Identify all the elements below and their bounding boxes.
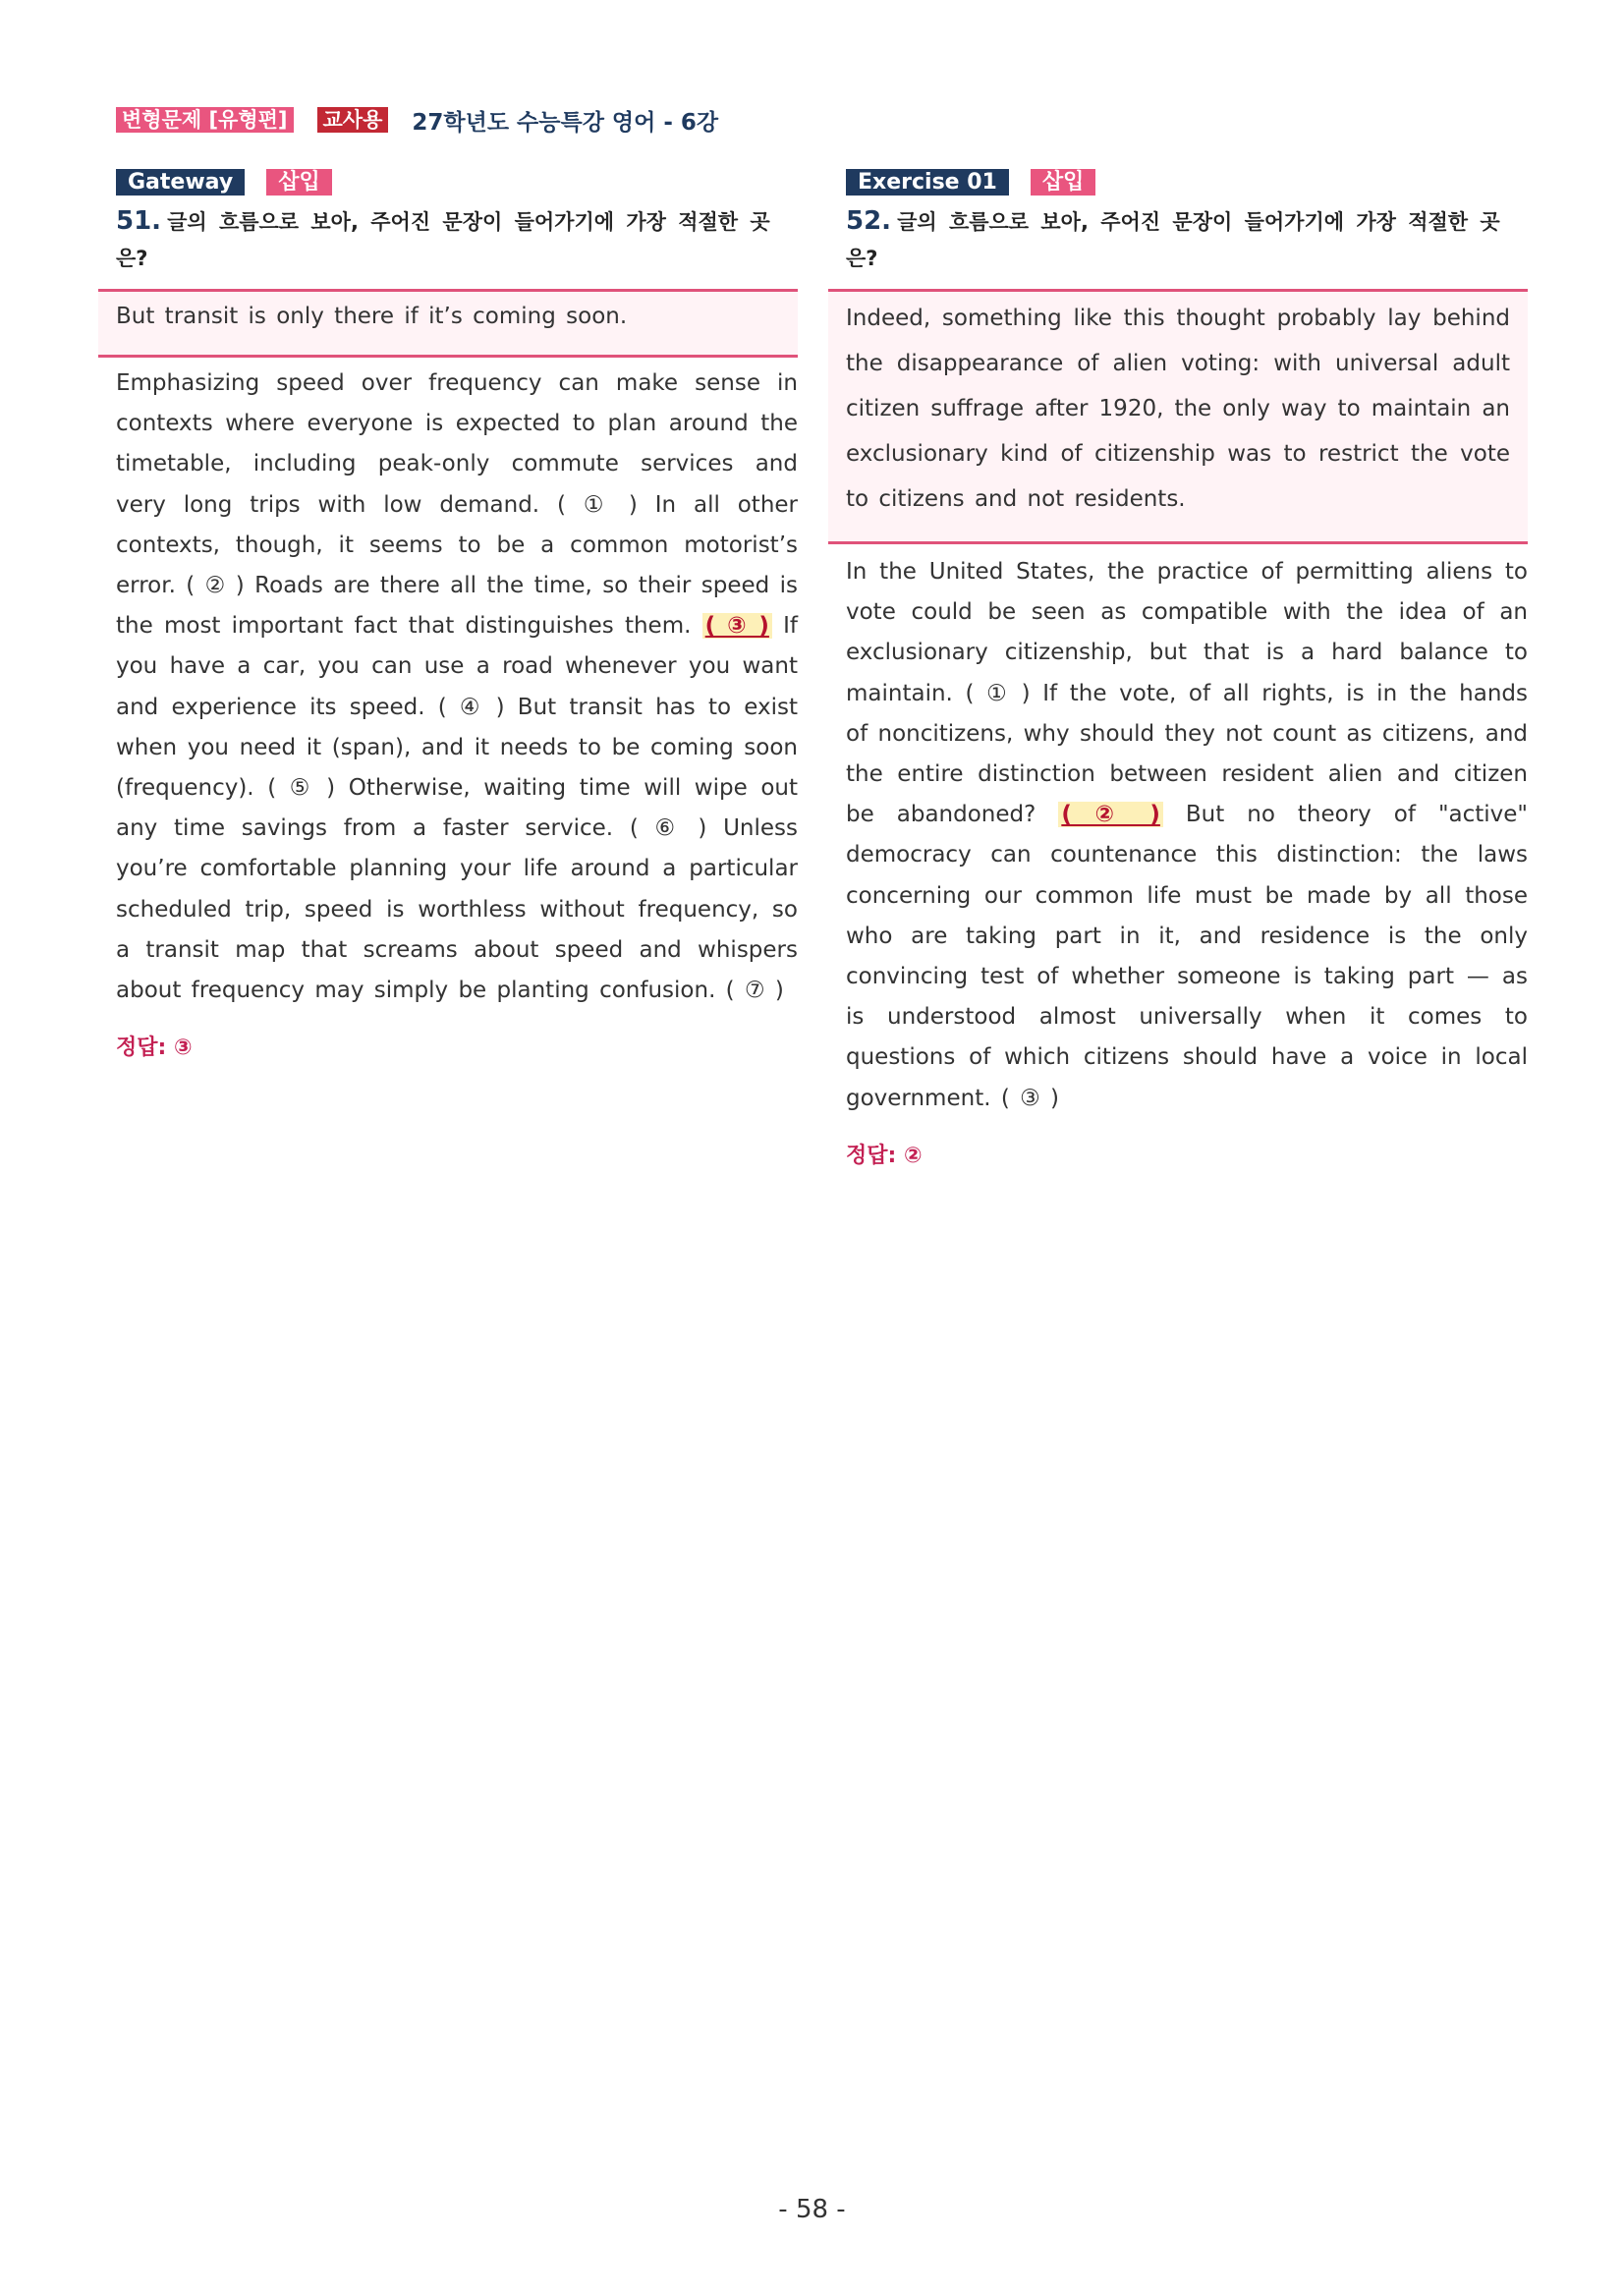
left-passage-part2: If you have a car, you can use a road whenever you want and experience its speed. ( ④ ) But transit has to exist when you need it (span), and it needs to be coming soon (frequency). ( ⑤ ) Otherwise, waiting time will wipe out any time savings from a faster service. ( ⑥ ) Unless you’re comfortable planning your life around a particular scheduled trip, speed is worthless without frequency, so a transit map that screams about speed and whispers about frequency may simply be planting confusion. ( ⑦ ): [116, 613, 799, 1004]
left-given-sentence: But transit is only there if it’s coming soon.: [98, 289, 798, 358]
right-answer: 정답: ②: [846, 1143, 923, 1168]
left-column: [116, 169, 798, 1061]
left-question-text: 글의 흐름으로 보아, 주어진 문장이 들어가기에 가장 적절한 곳은?: [116, 210, 770, 270]
right-question-number: 52.: [846, 206, 892, 236]
page-number: - 58 -: [778, 2195, 846, 2224]
right-column: [846, 169, 1528, 1169]
right-question-text: 글의 흐름으로 보아, 주어진 문장이 들어가기에 가장 적절한 곳은?: [846, 210, 1500, 270]
header-title: 27학년도 수능특강 영어 - 6강: [412, 109, 719, 136]
left-question: [116, 203, 798, 277]
left-answer: 정답: ③: [116, 1036, 193, 1061]
right-passage-part2: But no theory of "active" democracy can countenance this distinction: the laws concerning our common life must be made by all those who are taking part in it, and residence is the only convincing test of whether someone is taking part — as is understood almost universally when it comes to questions of which citizens should have a voice in local government. ( ③ ): [846, 802, 1529, 1111]
right-section-tag: Exercise 01: [846, 169, 1009, 196]
right-question: [846, 203, 1528, 277]
right-passage: [846, 552, 1528, 1119]
right-given-sentence: Indeed, something like this thought probably lay behind the disappearance of alien voting: with universal adult citizen suffrage after 1920, the only way to maintain an exclusionary kind of citizenship was to restrict the vote to citizens and not residents.: [828, 289, 1528, 544]
left-answer-mark: ( ③ ): [702, 613, 772, 639]
left-passage: [116, 364, 798, 1011]
right-passage-part1: In the United States, the practice of permitting aliens to vote could be seen as compatible with the idea of an exclusionary citizenship, but that is a hard balance to maintain. ( ① ) If the vote, of all rights, is in the hands of noncitizens, why should they not count as citizens, and the entire distinction between resident alien and citizen be abandoned?: [846, 559, 1528, 828]
left-passage-part1: Emphasizing speed over frequency can make sense in contexts where everyone is expected to plan around the timetable, including peak-only commute services and very long trips with low demand. ( ① ) In all other contexts, though, it seems to be a common motorist’s error. ( ② ) Roads are there all the time, so their speed is the most important fact that distinguishes them.: [116, 370, 798, 640]
teacher-tag: 교사용: [317, 107, 389, 133]
right-type-tag: 삽입: [1031, 169, 1096, 196]
left-type-tag: 삽입: [266, 169, 332, 196]
variant-tag: 변형문제 [유형편]: [116, 107, 294, 133]
page-header: [116, 106, 718, 134]
left-section-tag: Gateway: [116, 169, 245, 196]
right-answer-mark: ( ② ): [1058, 802, 1163, 827]
left-tags: [116, 169, 798, 196]
right-tags: [846, 169, 1528, 196]
left-question-number: 51.: [116, 206, 162, 236]
